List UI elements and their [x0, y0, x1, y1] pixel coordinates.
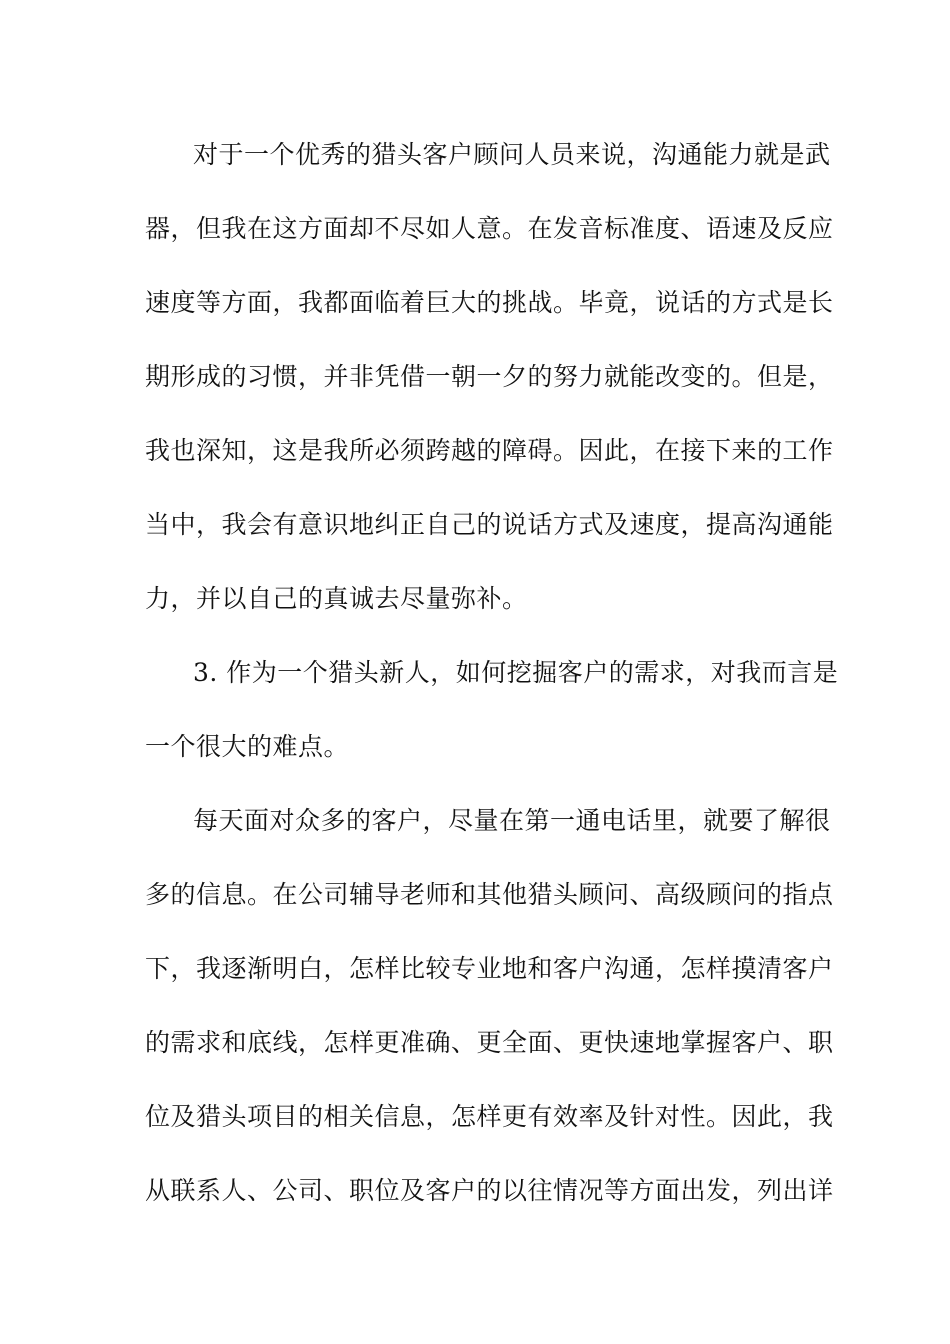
paragraph-line: 对于一个优秀的猎头客户顾问人员来说，沟通能力就是武 [193, 140, 831, 169]
paragraph-line: 下，我逐渐明白，怎样比较专业地和客户沟通，怎样摸清客户 [145, 954, 834, 983]
paragraph-line: 期形成的习惯，并非凭借一朝一夕的努力就能改变的。但是， [145, 362, 834, 391]
paragraph-line: 力，并以自己的真诚去尽量弥补。 [145, 584, 528, 613]
paragraph-line: 速度等方面，我都面临着巨大的挑战。毕竟，说话的方式是长 [145, 288, 834, 317]
list-item-line: 3. 作为一个猎头新人，如何挖掘客户的需求，对我而言是 [193, 658, 839, 687]
paragraph-line: 从联系人、公司、职位及客户的以往情况等方面出发，列出详 [145, 1176, 834, 1205]
paragraph-line: 的需求和底线，怎样更准确、更全面、更快速地掌握客户、职 [145, 1028, 834, 1057]
paragraph-line: 器，但我在这方面却不尽如人意。在发音标准度、语速及反应 [145, 214, 834, 243]
list-item-line: 一个很大的难点。 [145, 732, 350, 761]
paragraph-line: 位及猎头项目的相关信息，怎样更有效率及针对性。因此，我 [145, 1102, 834, 1131]
paragraph-line: 我也深知，这是我所必须跨越的障碍。因此，在接下来的工作 [145, 436, 834, 465]
paragraph-line: 当中，我会有意识地纠正自己的说话方式及速度，提高沟通能 [145, 510, 834, 539]
paragraph-line: 多的信息。在公司辅导老师和其他猎头顾问、高级顾问的指点 [145, 880, 834, 909]
paragraph-line: 每天面对众多的客户，尽量在第一通电话里，就要了解很 [193, 806, 831, 835]
